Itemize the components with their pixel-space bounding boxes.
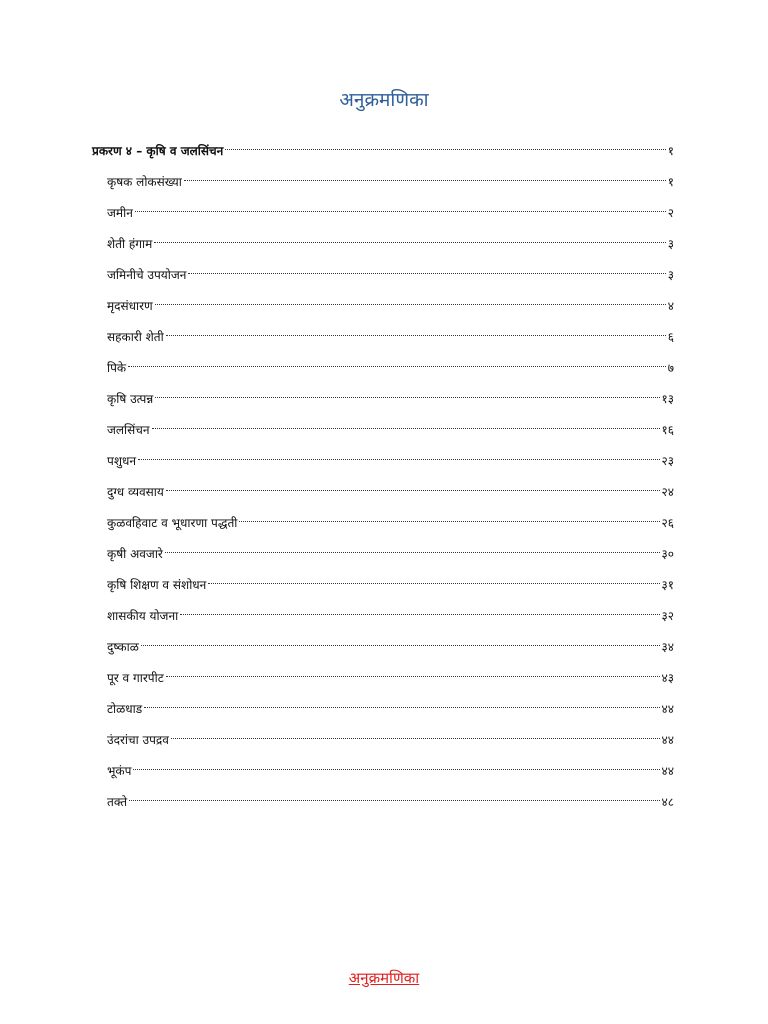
toc-chapter-entry[interactable]	[92, 136, 674, 167]
dot-leader	[171, 737, 660, 739]
dot-leader	[166, 334, 666, 336]
toc-entry-page: ३०	[661, 547, 674, 561]
dot-leader	[208, 582, 659, 584]
toc-entry-label: दुष्काळ	[107, 640, 139, 654]
toc-entry-label: जलसिंचन	[107, 423, 150, 437]
page-title: अनुक्रमणिका	[339, 89, 429, 111]
toc-entry-page: ४४	[661, 702, 674, 716]
toc-entry[interactable]	[92, 787, 674, 818]
toc-entry-page: २	[667, 206, 674, 220]
toc-entry[interactable]	[92, 415, 674, 446]
dot-leader	[225, 148, 666, 150]
toc-entry-label: कुळवहिवाट व भूधारणा पद्धती	[107, 516, 238, 530]
dot-leader	[129, 799, 659, 801]
toc-entry-label: कृषि उत्पन्न	[107, 392, 154, 406]
toc-entry-label: पूर व गारपीट	[107, 671, 164, 685]
toc-entry-page: ६	[667, 330, 674, 344]
footer-index-link[interactable]: अनुक्रमणिका	[348, 969, 420, 987]
toc-entry-page: ४४	[661, 733, 674, 747]
toc-entry[interactable]	[92, 353, 674, 384]
dot-leader	[165, 551, 660, 553]
toc-entry-label: टोळधाड	[107, 702, 143, 716]
dot-leader	[133, 768, 659, 770]
dot-leader	[141, 644, 660, 646]
toc-entry[interactable]	[92, 384, 674, 415]
toc-entry-page: ३४	[661, 640, 674, 654]
toc-entry-page: ४३	[661, 671, 674, 685]
toc-entry-label: दुग्ध व्यवसाय	[107, 485, 164, 499]
toc-entry-label: जमिनीचे उपयोजन	[107, 268, 187, 282]
dot-leader	[166, 675, 660, 677]
dot-leader	[135, 210, 666, 212]
toc-chapter-page: १	[667, 144, 674, 158]
dot-leader	[188, 272, 665, 274]
toc-entry-label: पशुधन	[107, 454, 137, 468]
toc-entry-page: ४४	[661, 764, 674, 778]
dot-leader	[144, 706, 659, 708]
toc-entry[interactable]	[92, 663, 674, 694]
toc-entry-page: २६	[661, 516, 674, 530]
toc-entry[interactable]	[92, 477, 674, 508]
toc-entry[interactable]	[92, 508, 674, 539]
dot-leader	[152, 427, 660, 429]
dot-leader	[128, 365, 666, 367]
toc-entry[interactable]	[92, 756, 674, 787]
dot-leader	[155, 303, 666, 305]
toc-entry-label: पिके	[107, 361, 127, 375]
toc-entry[interactable]	[92, 260, 674, 291]
toc-entry-page: ७	[667, 361, 674, 375]
toc-entry-page: ४	[667, 299, 674, 313]
toc-entry-label: कृषक लोकसंख्या	[107, 175, 182, 189]
toc-entry[interactable]	[92, 632, 674, 663]
toc-entry[interactable]	[92, 198, 674, 229]
dot-leader	[155, 396, 659, 398]
toc-entry[interactable]	[92, 570, 674, 601]
toc-entry-label: सहकारी शेती	[107, 330, 164, 344]
toc-entry[interactable]	[92, 725, 674, 756]
dot-leader	[180, 613, 659, 615]
toc-entry-label: उंदरांचा उपद्रव	[107, 733, 169, 747]
toc-chapter-label: प्रकरण ४ – कृषि व जलसिंचन	[92, 144, 224, 158]
toc-entry-label: जमीन	[107, 206, 133, 220]
toc-entry[interactable]	[92, 322, 674, 353]
toc-entry[interactable]	[92, 291, 674, 322]
toc-entry[interactable]	[92, 601, 674, 632]
toc-entry-label: भूकंप	[107, 764, 132, 778]
toc-entry[interactable]	[92, 539, 674, 570]
toc-entry-page: ३२	[661, 609, 674, 623]
toc-entry-page: ४८	[661, 795, 674, 809]
toc-entry-page: १	[667, 175, 674, 189]
toc-entry-page: ३	[667, 237, 674, 251]
dot-leader	[184, 179, 666, 181]
toc-entry-page: ३१	[661, 578, 674, 592]
toc-entry-label: शेती हंगाम	[107, 237, 153, 251]
toc-entry-label: मृदसंधारण	[107, 299, 153, 313]
toc-entry-page: २३	[661, 454, 674, 468]
dot-leader	[166, 489, 660, 491]
toc-entry[interactable]	[92, 694, 674, 725]
dot-leader	[138, 458, 659, 460]
toc-entry-page: १३	[661, 392, 674, 406]
toc-entry-page: २४	[661, 485, 674, 499]
toc-entry-label: शासकीय योजना	[107, 609, 179, 623]
toc-entry-label: कृषि शिक्षण व संशोधन	[107, 578, 207, 592]
toc-entry[interactable]	[92, 167, 674, 198]
table-of-contents	[92, 136, 674, 818]
dot-leader	[154, 241, 665, 243]
toc-entry-page: ३	[667, 268, 674, 282]
toc-entry[interactable]	[92, 229, 674, 260]
toc-entry-label: तक्ते	[107, 795, 128, 809]
dot-leader	[239, 520, 659, 522]
toc-entry-page: १६	[661, 423, 674, 437]
toc-entry[interactable]	[92, 446, 674, 477]
toc-entry-label: कृषी अवजारे	[107, 547, 163, 561]
